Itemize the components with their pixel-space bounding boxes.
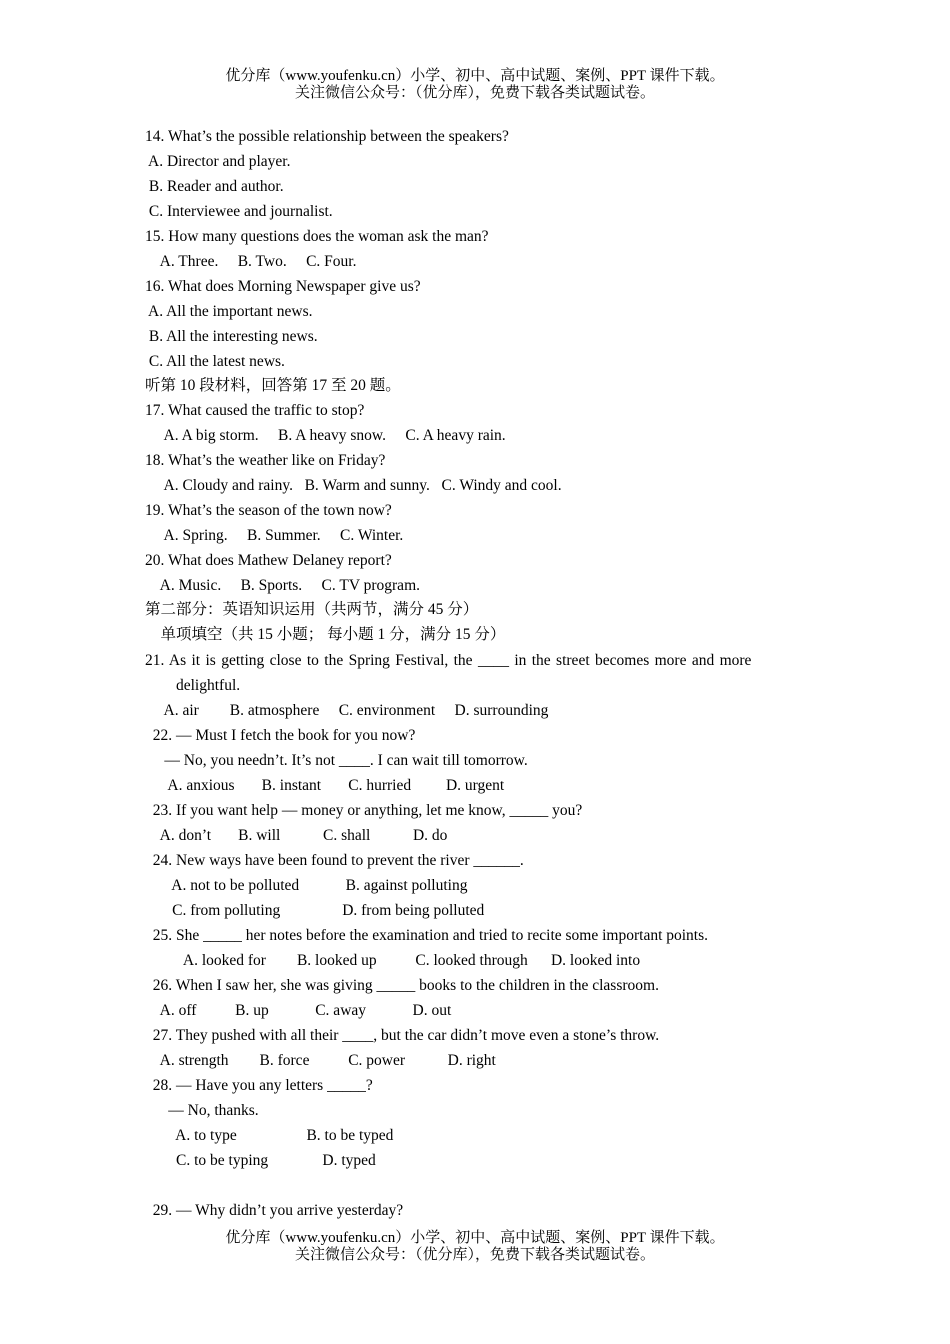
header-line-1: 优分库（www.youfenku.cn）小学、初中、高中试题、案例、PPT 课件下载。 [225,68,725,84]
question-line: 26. When I saw her, she was giving _____ books to the children in the classroom. [145,977,659,994]
question-line: 29. — Why didn’t you arrive yesterday? [145,1202,404,1219]
footer-line-2: 关注微信公众号：（优分库），免费下载各类试题试卷。 [294,1247,655,1263]
option-line: A. A big storm. B. A heavy snow. C. A heavy rain. [145,427,506,444]
option-line: A. Three. B. Two. C. Four. [145,253,357,270]
option-line: A. to type B. to be typed [145,1127,394,1144]
option-line: C. to be typing D. typed [145,1152,376,1169]
option-line: A. All the important news. [145,303,313,320]
question-line: 22. — Must I fetch the book for you now? [145,727,416,744]
option-line: B. All the interesting news. [145,328,318,345]
question-line: 27. They pushed with all their ____, but the car didn’t move even a stone’s throw. [145,1027,660,1044]
page-header [0,68,950,102]
question-line: 25. She _____ her notes before the examination and tried to recite some important points. [145,927,709,944]
question-line: 20. What does Mathew Delaney report? [145,552,392,569]
option-line: A. off B. up C. away D. out [145,1002,452,1019]
option-line: C. All the latest news. [145,353,285,370]
section-instruction: 听第 10 段材料，回答第 17 至 20 题。 [145,377,401,394]
option-line: A. anxious B. instant C. hurried D. urgent [145,777,505,794]
option-line: A. Spring. B. Summer. C. Winter. [145,527,404,544]
option-line: A. strength B. force C. power D. right [145,1052,496,1069]
question-line: 14. What’s the possible relationship between the speakers? [145,128,509,145]
page-footer [0,1230,950,1264]
option-line: A. Cloudy and rainy. B. Warm and sunny. C. Windy and cool. [145,477,562,494]
option-line: C. from polluting D. from being polluted [145,902,485,919]
option-line: A. air B. atmosphere C. environment D. surrounding [145,702,549,719]
option-line: C. Interviewee and journalist. [145,203,333,220]
section-instruction: 单项填空（共 15 小题； 每小题 1 分，满分 15 分） [145,626,506,643]
header-line-2: 关注微信公众号：（优分库），免费下载各类试题试卷。 [294,85,655,101]
question-line: — No, thanks. [145,1102,259,1119]
option-line: A. looked for B. looked up C. looked through D. looked into [145,952,641,969]
question-line: 19. What’s the season of the town now? [145,502,392,519]
question-line: 23. If you want help — money or anything, let me know, _____ you? [145,802,583,819]
question-line: 28. — Have you any letters _____? [145,1077,373,1094]
option-line: A. Music. B. Sports. C. TV program. [145,577,420,594]
section-heading: 第二部分：英语知识运用（共两节，满分 45 分） [145,601,479,618]
question-line: 16. What does Morning Newspaper give us? [145,278,421,295]
question-line: 24. New ways have been found to prevent the river ______. [145,852,524,869]
footer-line-1: 优分库（www.youfenku.cn）小学、初中、高中试题、案例、PPT 课件下载。 [225,1230,725,1246]
question-line: 18. What’s the weather like on Friday? [145,452,386,469]
question-line: delightful. [145,677,241,694]
question-line: — No, you needn’t. It’s not ____. I can wait till tomorrow. [145,752,528,769]
option-line: A. don’t B. will C. shall D. do [145,827,448,844]
question-line: 17. What caused the traffic to stop? [145,402,365,419]
option-line: A. Director and player. [145,153,291,170]
option-line: A. not to be polluted B. against polluting [145,877,468,894]
question-line: 15. How many questions does the woman ask the man? [145,228,489,245]
option-line: B. Reader and author. [145,178,284,195]
question-line: 21. As it is getting close to the Spring Festival, the ____ in the street becomes more and more [145,652,752,669]
